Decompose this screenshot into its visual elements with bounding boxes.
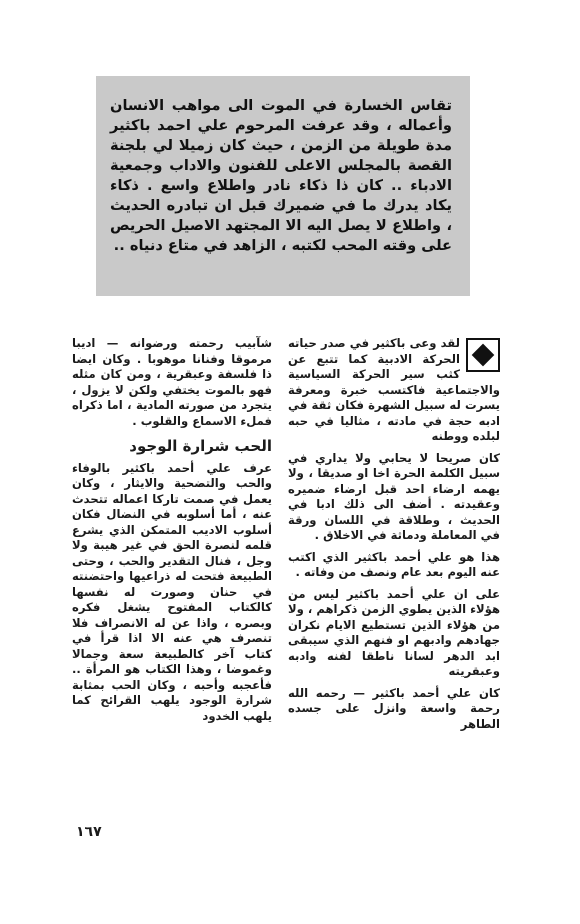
paragraph: هذا هو علي أحمد باكثير الذي اكتب عنه اليوم بعد عام ونصف من وفاته . bbox=[288, 549, 500, 579]
pull-quote-text: تقاس الخسارة في الموت الى مواهب الانسان وأعماله ، وقد عرفت المرحوم علي احمد باكثير مدة طويلة من الزمن ، حيث كان زميلا لي بلجنة القصة بالمجلس الاعلى للفنون والاداب وجمعية الادباء .. كان ذا ذكاء نادر واطلاع واسع . ذكاء يكاد يدرك ما في ضميرك قبل ان تبادره الحديث ، واطلاع لا يصل اليه الا المجتهد الاصيل الحريص على وقته المحب لكتبه ، الزاهد في متاع دنياه .. bbox=[110, 97, 452, 254]
page-number: ١٦٧ bbox=[76, 824, 102, 840]
paragraph: شآبيب رحمته ورضوانه — اديبا مرموقا وفنانا موهوبا . وكان ايضا ذا فلسفة وعبقرية ، ومن كان مثله فهو بالموت يختفي ولكن لا يزول ، يتجرد من صورته المادية ، اما ذكراه فملء الاسماع والقلوب . bbox=[72, 336, 272, 428]
section-heading: الحب شرارة الوجود bbox=[129, 437, 272, 455]
paragraph: كان علي أحمد باكثير — رحمه الله رحمة واسعة وانزل على جسده الطاهر bbox=[288, 685, 500, 731]
paragraph: على ان علي أحمد باكثير ليس من هؤلاء الذين يطوي الزمن ذكراهم ، ولا من هؤلاء الذين تستطيع الايام نكران جهادهم وادبهم او فنهم الذي سيبقى ابد الدهر لسانا ناطقا لفنه وادبه وعبقريته bbox=[288, 586, 500, 678]
diamond-ornament-icon bbox=[466, 338, 500, 372]
pull-quote-box bbox=[96, 76, 470, 296]
paragraph: لقد وعى باكثير في صدر حياته الحركة الادبية كما تتبع عن كثب سير الحركة السياسية والاجتماعية فاكتسب خبرة ومعرفة يسرت له سبيل الشهرة فكان ثقة في ادبه حجة في مادته ، مثاليا في حبه لبلده ووطنه bbox=[288, 336, 500, 443]
left-column bbox=[72, 336, 272, 730]
paragraph: كان صريحا لا يحابي ولا يداري في سبيل الكلمة الحرة اخا او صديقا ، ولا يهمه ارضاء احد قبل ارضاء ضميره وعقيدته . أضف الى ذلك ادبا في الحديث ، وطلاقة في اللسان ورقة في المعاملة ودماثة في الاخلاق . bbox=[288, 450, 500, 542]
diamond-shape bbox=[472, 344, 495, 367]
right-column bbox=[288, 336, 500, 738]
paragraph: عرف علي أحمد باكثير بالوفاء والحب والتضحية والايثار ، وكان يعمل في صمت تاركا اعماله تتحدث عنه ، أما أسلوبه في النضال فكان أسلوب الاديب المتمكن الذي يشرع قلمه لنصرة الحق في غير هيبة ولا وجل ، فنال التقدير والحب ، وحتى الطبيعة فتحت له ذراعيها واحتضنته في حنان وصورت له نفسها كالكتاب المفتوح يشغل فكره وبصره ، واذا عن له الانصراف فلا تنصرف هي عنه الا اذا قرأ في كتاب آخر كالطبيعة سعة وجمالا وغموضا ، وهذا الكتاب هو المرأة .. فأعجبه وأحبه ، وكان الحب بمثابة شرارة الوجود يلهب القرائح كما يلهب الخدود bbox=[72, 460, 272, 723]
